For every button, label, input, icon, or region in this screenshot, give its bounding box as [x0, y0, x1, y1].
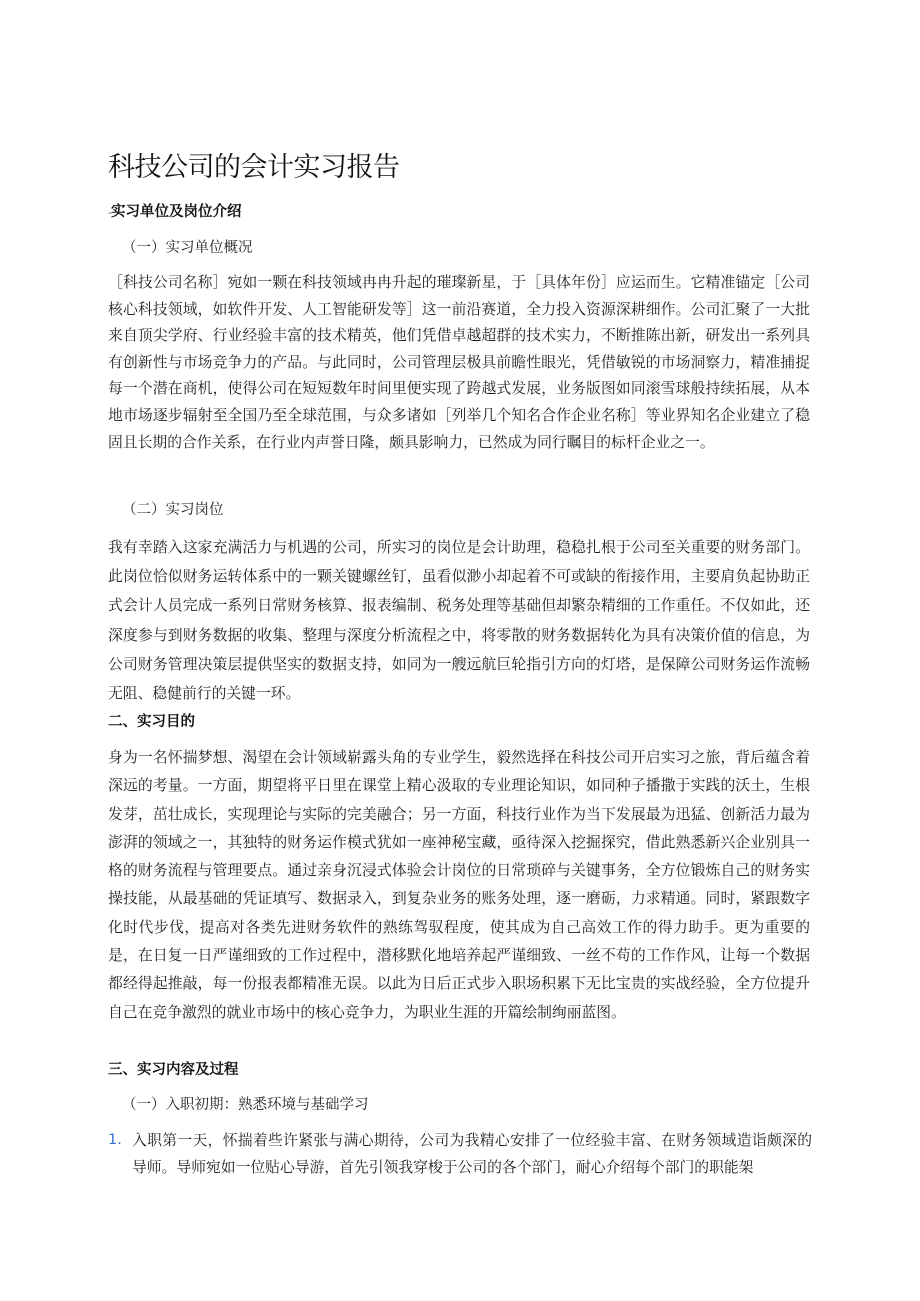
- section3-sub1: （一）入职初期：熟悉环境与基础学习: [122, 1097, 369, 1113]
- document-title: 科技公司的会计实习报告: [108, 152, 400, 183]
- list-item-text: 入职第一天，怀揣着些许紧张与满心期待，公司为我精心安排了一位经验丰富、在财务领域造诣颇深的导师。导师宛如一位贴心导游，首先引领我穿梭于公司的各个部门，耐心介绍每个部门的职能架: [132, 1132, 812, 1176]
- section1-heading-text: 实习单位及岗位介绍: [110, 204, 242, 220]
- list-item-number: 1．: [108, 1132, 132, 1148]
- section1-sub2: （二）实习岗位: [122, 502, 224, 518]
- section1-heading: [108, 200, 241, 225]
- section1-marker: -: [108, 206, 111, 219]
- section1-sub1: （一）实习单位概况: [122, 240, 253, 256]
- section1-para1: ［科技公司名称］宛如一颗在科技领域冉冉升起的璀璨新星，于［具体年份］应运而生。它精准锚定［公司核心科技领域，如软件开发、人工智能研发等］这一前沿赛道，全力投入资源深耕细作。公司汇聚了一大批来自顶尖学府、行业经验丰富的技术精英，他们凭借卓越超群的技术实力，不断推陈出新，研发出一系列具有创新性与市场竞争力的产品。与此同时，公司管理层极具前瞻性眼光，凭借敏锐的市场洞察力，精准捕捉每一个潜在商机，使得公司在短短数年时间里便实现了跨越式发展，业务版图如同滚雪球般持续拓展，从本地市场逐步辐射至全国乃至全球范围，与众多诸如［列举几个知名合作企业名称］等业界知名企业建立了稳固且长期的合作关系，在行业内声誉日隆，颇具影响力，已然成为同行瞩目的标杆企业之一。: [108, 274, 810, 451]
- section1-para2: 我有幸踏入这家充满活力与机遇的公司，所实习的岗位是会计助理，稳稳扎根于公司至关重要的财务部门。此岗位恰似财务运转体系中的一颗关键螺丝钉，虽看似渺小却起着不可或缺的衔接作用，主要肩负起协助正式会计人员完成一系列日常财务核算、报表编制、税务处理等基础但却繁杂精细的工作重任。不仅如此，还深度参与到财务数据的收集、整理与深度分析流程之中，将零散的财务数据转化为具有决策价值的信息，为公司财务管理决策层提供坚实的数据支持，如同为一艘远航巨轮指引方向的灯塔，是保障公司财务运作流畅无阻、稳健前行的关键一环。: [108, 539, 810, 703]
- section2-heading: 二、实习目的: [108, 714, 195, 730]
- section3-heading: 三、实习内容及过程: [108, 1062, 239, 1078]
- list-item: [108, 1127, 812, 1181]
- section2-para: 身为一名怀揣梦想、渴望在会计领域崭露头角的专业学生，毅然选择在科技公司开启实习之旅，背后蕴含着深远的考量。一方面，期望将平日里在课堂上精心汲取的专业理论知识，如同种子播撒于实践的沃土，生根发芽，茁壮成长，实现理论与实际的完美融合；另一方面，科技行业作为当下发展最为迅猛、创新活力最为澎湃的领域之一，其独特的财务运作模式犹如一座神秘宝藏，亟待深入挖掘探究，借此熟悉新兴企业别具一格的财务流程与管理要点。通过亲身沉浸式体验会计岗位的日常琐碎与关键事务，全方位锻炼自己的财务实操技能，从最基础的凭证填写、数据录入，到复杂业务的账务处理，逐一磨砺，力求精通。同时，紧跟数字化时代步伐，提高对各类先进财务软件的熟练驾驭程度，使其成为自己高效工作的得力助手。更为重要的是，在日复一日严谨细致的工作过程中，潜移默化地培养起严谨细致、一丝不苟的工作作风，让每一个数据都经得起推敲，每一份报表都精准无误。以此为日后正式步入职场积累下无比宝贵的实战经验，全方位提升自己在竞争激烈的就业市场中的核心竞争力，为职业生涯的开篇绘制绚丽蓝图。: [108, 749, 810, 1021]
